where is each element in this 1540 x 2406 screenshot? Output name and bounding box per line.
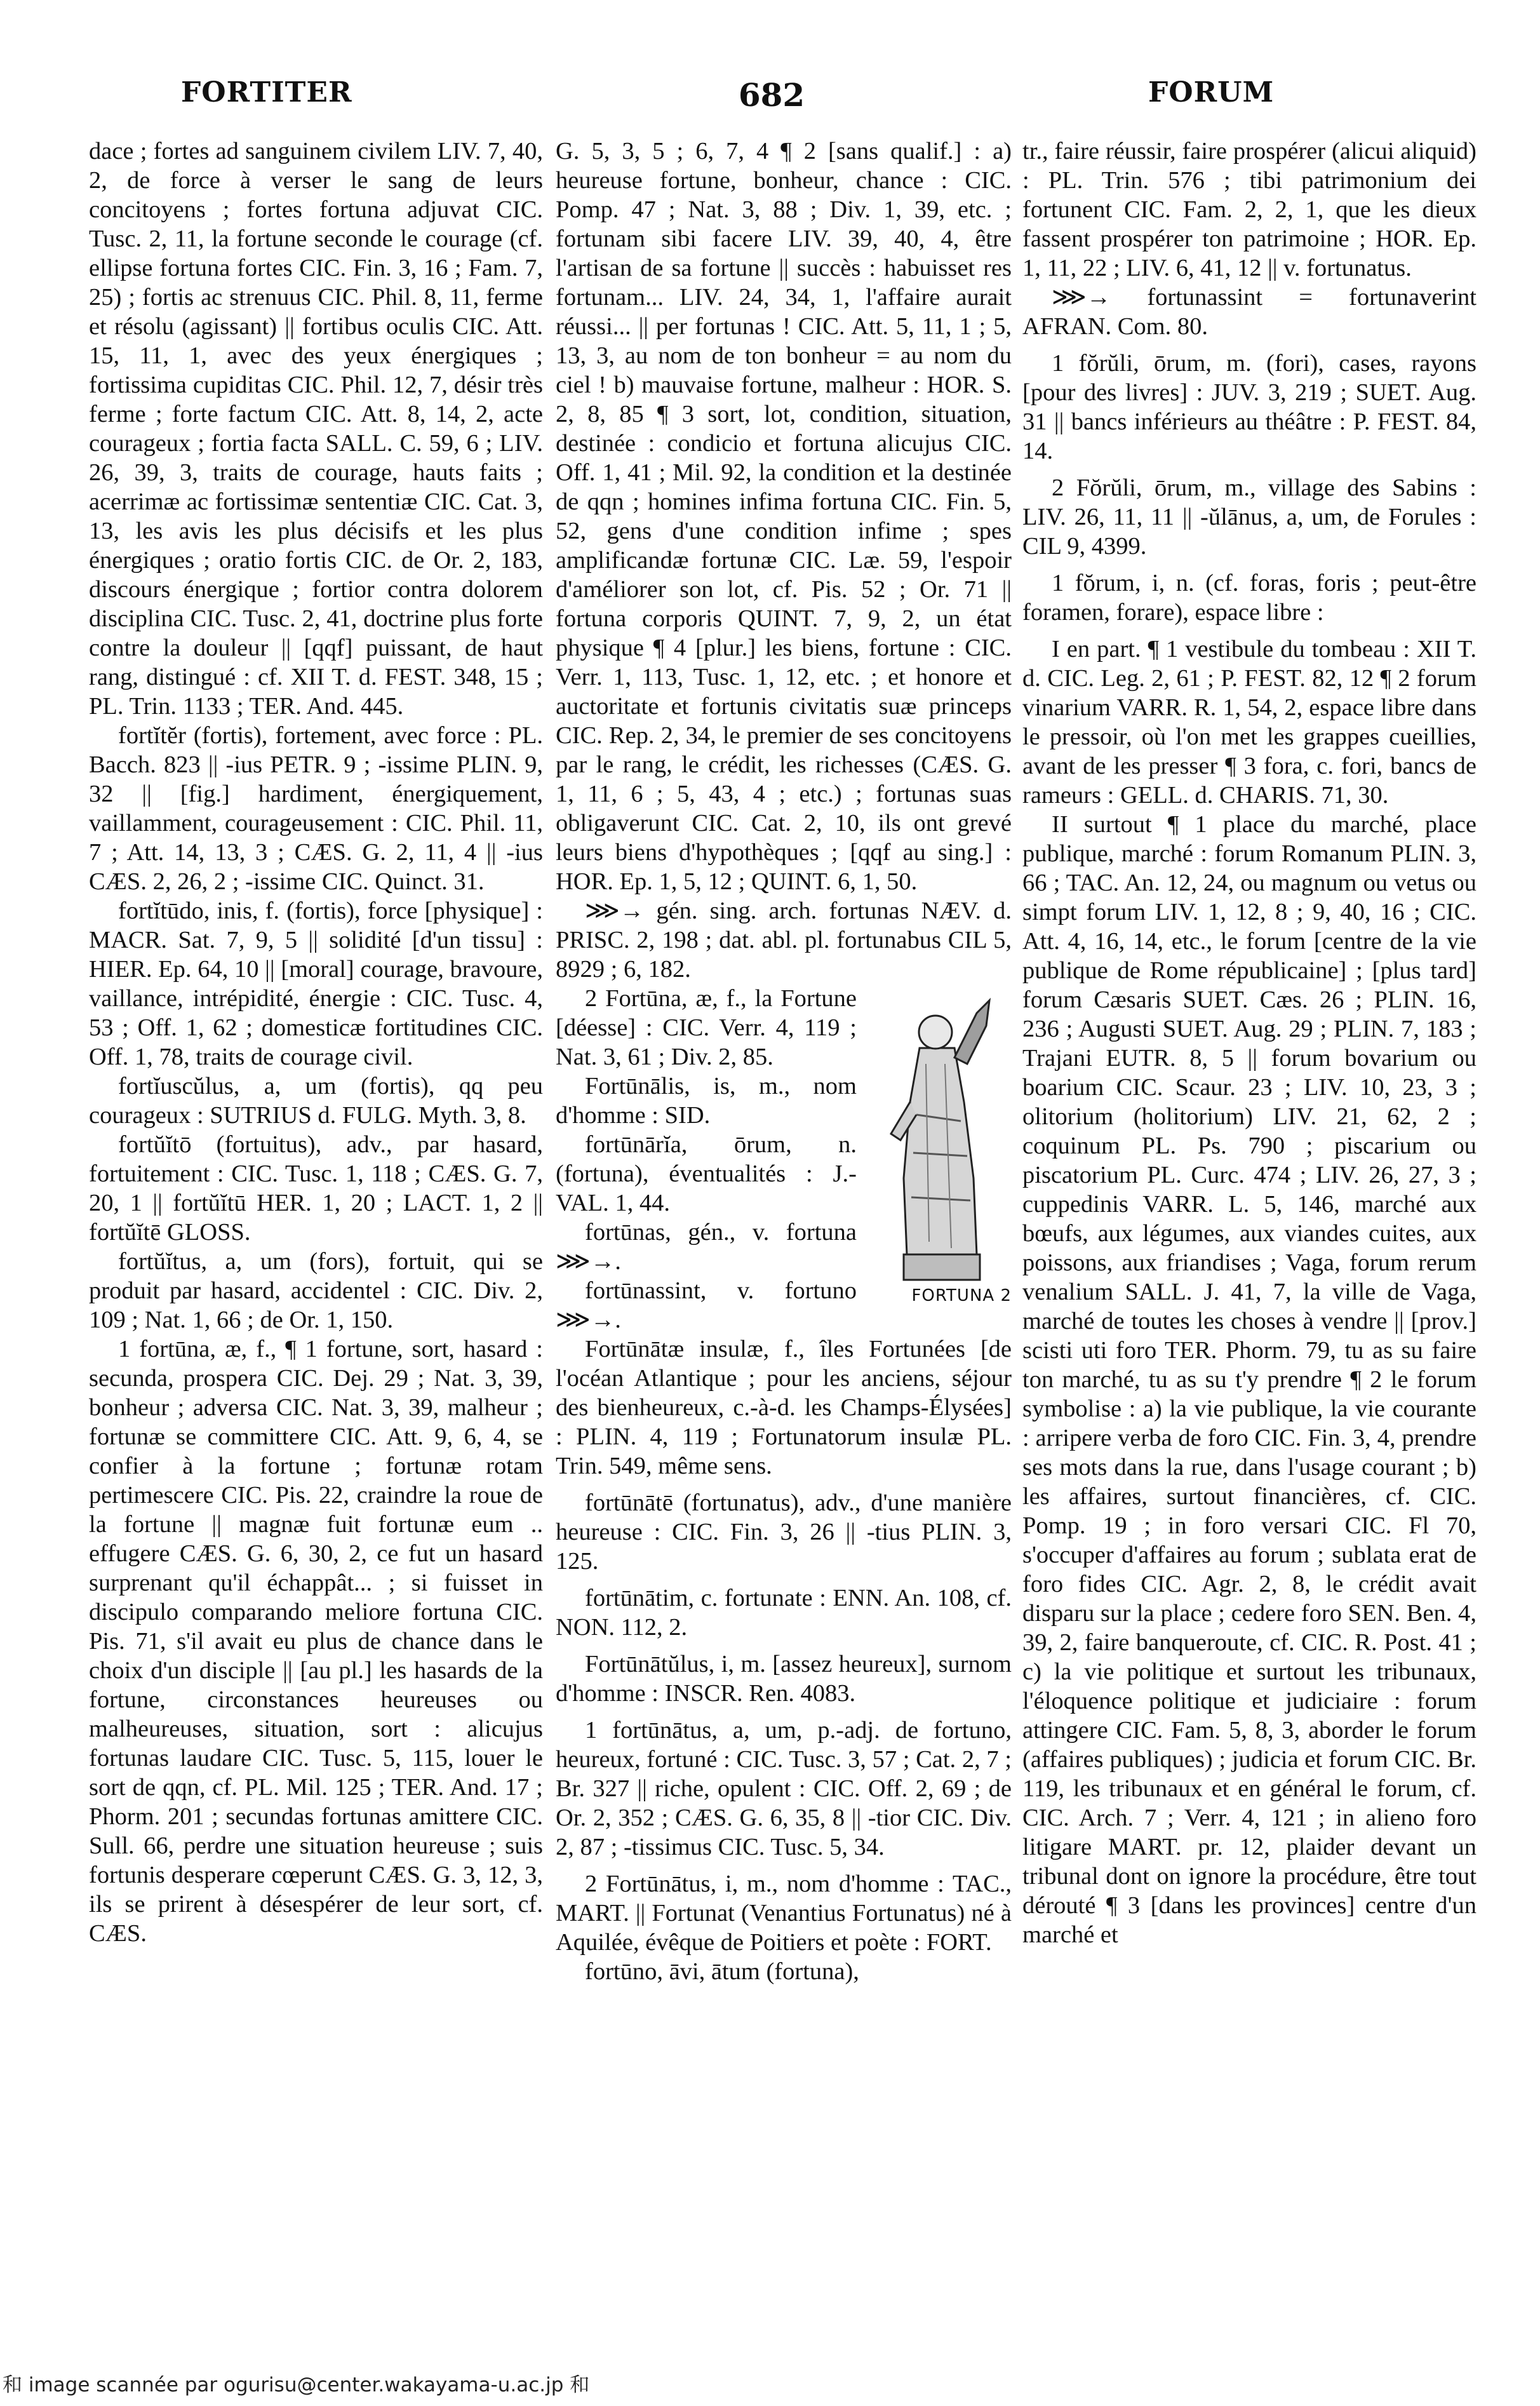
- entry-foruli-2: 2 Fŏrŭli, ōrum, m., village des Sabins : LIV. 26, 11, 11 || -ŭlānus, a, um, de Forules : CIL 9, 4399.: [1022, 474, 1476, 560]
- entry-fortunate: fortūnātē (fortunatus), adv., d'une manière heureuse : CIC. Fin. 3, 26 || -tius PLIN. 3, 125.: [556, 1489, 1012, 1575]
- entry-fortitudo: fortĭtūdo, inis, f. (fortis), force [physique] : MACR. Sat. 7, 9, 5 || solidité [d'un tissu] : HIER. Ep. 64, 10 || [moral] courage, bravoure, vaillance, intrépidité, énergie : CIC. Tusc. 4, 53 ; Off. 1, 62 ; domesticæ fortitudines CIC. Off. 1, 78, traits de courage civil.: [89, 897, 543, 1070]
- left-running-headword: FORTITER: [181, 76, 352, 109]
- fortuna-statue-illustration: [866, 988, 1012, 1305]
- entry-forum-section-i: I en part. ¶ 1 vestibule du tombeau : XII T. d. CIC. Leg. 2, 61 ; P. FEST. 82, 12 ¶ 2 forum vinarium VARR. R. 1, 54, 2, espace libre dans le pressoir, où l'on met les grappes cueillies, avant de les presser ¶ 3 fora, c. fori, bancs de rameurs : GELL. d. CHARIS. 71, 30.: [1022, 636, 1476, 809]
- column-middle: [556, 137, 1012, 2334]
- entry-forum-1: 1 fŏrum, i, n. (cf. foras, foris ; peut-être foramen, forare), espace libre :: [1022, 570, 1476, 626]
- entry-fortunatulus: Fortūnātŭlus, i, m. [assez heureux], surnom d'homme : INSCR. Ren. 4083.: [556, 1651, 1012, 1707]
- column-left: [89, 137, 543, 2334]
- entry-fortunatae-insulae: Fortūnātæ insulæ, f., îles Fortunées [de l'océan Atlantique ; pour les anciens, séjour des bienheureux, c.-à-d. les Champs-Élysées] : PLIN. 4, 119 ; Fortunatorum insulæ PL. Trin. 549, même sens.: [556, 1336, 1012, 1479]
- scan-credit: 和 image scannée par ogurisu@center.wakayama-u.ac.jp 和: [3, 2374, 590, 2396]
- entry-fortuna-1: 1 fortūna, æ, f., ¶ 1 fortune, sort, hasard : secunda, prospera CIC. Dej. 29 ; Nat. 3, 39, bonheur ; adversa CIC. Nat. 3, 39, malheur ; fortunæ se committere CIC. Att. 9, 6, 4, se confier à la fortune ; fortunæ rotam pertimescere CIC. Pis. 22, craindre la roue de la fortune || magnæ fuit fortunæ eum .. effugere CÆS. G. 6, 30, 2, ce fut un hasard surprenant qu'il échappât... ; si fuisset in discipulo comparando meliore fortuna CIC. Pis. 71, s'il avait eu plus de chance dans le choix d'un disciple || [au pl.] les hasards de la fortune, circonstances heureuses ou malheureuses, situation, sort : alicujus fortunas laudare CIC. Tusc. 5, 115, louer le sort de qqn, cf. PL. Mil. 125 ; TER. And. 17 ; Phorm. 201 ; secundas fortunas amittere CIC. Sull. 66, perdre une situation heureuse ; suis fortunis desperare cœperunt CÆS. G. 3, 12, 3, ils se prirent à désespérer de leur sort, cf. CÆS.: [89, 1336, 543, 1947]
- right-running-headword: FORUM: [1148, 76, 1275, 109]
- entry-fortunaria: fortūnārĭa, ōrum, n. (fortuna), éventualités : J.-VAL. 1, 44.: [556, 1131, 857, 1216]
- entry-fortunatus-2: 2 Fortūnātus, i, m., nom d'homme : TAC., MART. || Fortunat (Venantius Fortunatus) né à Aquilée, évêque de Poitiers et poète : FORT.: [556, 1871, 1012, 1956]
- entry-fortuna-2: 2 Fortūna, æ, f., la Fortune [déesse] : CIC. Verr. 4, 119 ; Nat. 3, 61 ; Div. 2, 85.: [556, 985, 857, 1070]
- page-footer: [0, 2366, 1540, 2398]
- page-number: 682: [738, 76, 805, 114]
- entry-fortuitus: fortŭĭtus, a, um (fors), fortuit, qui se produit par hasard, accidentel : CIC. Div. 2, 109 ; Nat. 1, 66 ; de Or. 1, 150.: [89, 1248, 543, 1333]
- entry-fortunatim: fortūnātim, c. fortunate : ENN. An. 108, cf. NON. 112, 2.: [556, 1585, 1012, 1641]
- entry-fortunatus-1: 1 fortūnātus, a, um, p.-adj. de fortuno, heureux, fortuné : CIC. Tusc. 3, 57 ; Cat. 2, 7 ; Br. 327 || riche, opulent : CIC. Off. 2, 69 ; de Or. 2, 352 ; CÆS. G. 6, 35, 8 || -tior CIC. Div. 2, 87 ; -tissimus CIC. Tusc. 5, 34.: [556, 1717, 1012, 1860]
- page-header: [0, 76, 1540, 127]
- entry-fortiter: fortĭtĕr (fortis), fortement, avec force : PL. Bacch. 823 || -ius PETR. 9 ; -issime PLIN. 9, 32 || [fig.] hardiment, énergiquement, vaillamment, courageusement : CIC. Phil. 11, 7 ; Att. 14, 13, 3 ; CÆS. G. 2, 11, 4 || -ius CÆS. 2, 26, 2 ; -issime CIC. Quinct. 31.: [89, 722, 543, 895]
- entry-forum-section-ii: II surtout ¶ 1 place du marché, place publique, marché : forum Romanum PLIN. 3, 66 ; TAC. An. 12, 24, ou magnum ou vetus ou simpt forum LIV. 1, 12, 8 ; 9, 40, 16 ; CIC. Att. 4, 16, 14, etc., le forum [centre de la vie publique de Rome républicaine] ; [plus tard] forum Cæsaris SUET. Cæs. 26 ; PLIN. 16, 236 ; Augusti SUET. Aug. 29 ; PLIN. 7, 183 ; Trajani EUTR. 8, 5 || forum bovarium ou boarium CIC. Scaur. 23 ; LIV. 10, 23, 3 ; olitorium (holitorium) LIV. 21, 62, 2 ; coquinum PL. Ps. 790 ; piscarium ou piscatorium PL. Curc. 474 ; LIV. 26, 27, 3 ; cuppedinis VARR. L. 5, 146, marché aux bœufs, aux légumes, aux viandes cuites, aux poissons, aux friandises ; Vaga, forum rerum venalium SALL. J. 41, 7, la ville de Vaga, marché de toutes les choses à vendre || [prov.] scisti uti foro TER. Phorm. 79, tu as su faire ton marché, tu as su t'y prendre ¶ 2 le forum symbolise : a) la vie publique, la vie courante : arripere verba de foro CIC. Fin. 3, 4, prendre ses mots dans la rue, dans l'usage courant ; b) les affaires, surtout financières, cf. CIC. Pomp. 19 ; in foro versari CIC. Fl 70, s'occuper d'affaires au forum ; sublata erat de foro fides CIC. Agr. 2, 8, le crédit avait disparu sur la place ; cedere foro SEN. Ben. 4, 39, 2, faire banqueroute, cf. CIC. R. Post. 41 ; c) la vie politique et surtout les tribunaux, l'éloquence politique et judiciaire : forum attingere CIC. Fam. 5, 8, 3, aborder le forum (affaires publiques) ; judicia et forum CIC. Br. 119, les tribunaux et en général le forum, cf. CIC. Arch. 7 ; Verr. 4, 121 ; in alieno foro litigare MART. pr. 12, plaider devant un tribunal dont on ignore la procédure, être tout dérouté ¶ 3 [dans les provinces] centre d'un marché et: [1022, 811, 1476, 1948]
- entry-fortiusculus: fortĭuscŭlus, a, um (fortis), qq peu courageux : SUTRIUS d. FULG. Myth. 3, 8.: [89, 1073, 543, 1129]
- entry-continuation: G. 5, 3, 5 ; 6, 7, 4 ¶ 2 [sans qualif.] : a) heureuse fortune, bonheur, chance : CIC. Pomp. 47 ; Nat. 3, 88 ; Div. 1, 39, etc. ; fortunam sibi facere LIV. 39, 40, 4, être l'artisan de sa fortune || succès : habuisset res fortunam... LIV. 24, 34, 1, l'affaire aurait réussi... || per fortunas ! CIC. Att. 5, 11, 1 ; 5, 13, 3, au nom de ton bonheur = au nom du ciel ! b) mauvaise fortune, malheur : HOR. S. 2, 8, 85 ¶ 3 sort, lot, condition, situation, destinée : condicio et fortuna alicujus CIC. Off. 1, 41 ; Mil. 92, la condition et la destinée de qqn ; homines infima fortuna CIC. Fin. 5, 52, gens d'une condition infime ; spes amplificandæ fortunæ CIC. Læ. 59, l'espoir d'améliorer son lot, cf. Pis. 52 ; Or. 71 || fortuna corporis QUINT. 7, 9, 2, un état physique ¶ 4 [plur.] les biens, fortune : CIC. Verr. 1, 113, Tusc. 1, 12, etc. ; et honore et auctoritate et fortunis civitatis suæ princeps CIC. Rep. 2, 34, le premier de ses concitoyens par le rang, le crédit, les richesses (CÆS. G. 1, 11, 6 ; 5, 43, 4 ; etc.) ; fortunas suas obligaverunt CIC. Cat. 2, 10, ils ont grevé leurs biens d'hypothèques ; [qqf au sing.] : HOR. Ep. 1, 5, 12 ; QUINT. 6, 1, 50.: [556, 138, 1012, 895]
- entry-fortunassint: fortūnassint, v. fortuno ⋙→.: [556, 1277, 857, 1333]
- entry-fortuno: fortūno, āvi, ātum (fortuna),: [585, 1958, 859, 1985]
- entry-fortunalis: Fortūnālis, is, m., nom d'homme : SID.: [556, 1073, 857, 1129]
- statue-drawing: [866, 988, 1012, 1286]
- entry-note: ⋙→ gén. sing. arch. fortunas NÆV. d. PRISC. 2, 198 ; dat. abl. pl. fortunabus CIL 5, 8929 ; 6, 182.: [556, 897, 1012, 983]
- entry-continuation: tr., faire réussir, faire prospérer (alicui aliquid) : PL. Trin. 576 ; tibi patrimonium dei fortunent CIC. Fam. 2, 2, 1, que les dieux fassent prospérer ton patrimoine ; HOR. Ep. 1, 11, 22 ; LIV. 6, 41, 12 || v. fortunatus.: [1022, 138, 1476, 281]
- figure-caption: FORTUNA 2: [911, 1286, 1012, 1305]
- entry-fortuito: fortŭĭtō (fortuitus), adv., par hasard, fortuitement : CIC. Tusc. 1, 118 ; CÆS. G. 7, 20, 1 || fortŭĭtū HER. 1, 20 ; LACT. 1, 2 || fortŭĭtē GLOSS.: [89, 1131, 543, 1246]
- entry-note: ⋙→ fortunassint = fortunaverint AFRAN. Com. 80.: [1022, 284, 1476, 340]
- entry-continuation: dace ; fortes ad sanguinem civilem LIV. 7, 40, 2, de force à verser le sang de leurs concitoyens ; fortes fortuna adjuvat CIC. Tusc. 2, 11, la fortune seconde le courage (cf. ellipse fortuna fortes CIC. Fin. 3, 16 ; Fam. 7, 25) ; fortis ac strenuus CIC. Phil. 8, 11, ferme et résolu (agissant) || fortibus oculis CIC. Att. 15, 11, 1, avec des yeux énergiques ; fortissima cupiditas CIC. Phil. 12, 7, désir très ferme ; forte factum CIC. Att. 8, 14, 2, acte courageux ; fortia facta SALL. C. 59, 6 ; LIV. 26, 39, 3, traits de courage, hauts faits ; acerrimæ ac fortissimæ sententiæ CIC. Cat. 3, 13, les avis les plus décisifs et les plus énergiques ; oratio fortis CIC. de Or. 2, 183, discours énergique ; fortior contra dolorem disciplina CIC. Tusc. 2, 41, doctrine plus forte contre la douleur || [qqf] puissant, de haut rang, distingué : cf. XII T. d. FEST. 348, 15 ; PL. Trin. 1133 ; TER. And. 445.: [89, 138, 543, 720]
- column-right: [1022, 137, 1476, 2334]
- entry-fortunas: fortūnas, gén., v. fortuna ⋙→.: [556, 1219, 857, 1275]
- entry-foruli-1: 1 fŏrŭli, ōrum, m. (fori), cases, rayons [pour des livres] : JUV. 3, 219 ; SUET. Aug. 31 || bancs inférieurs au théâtre : P. FEST. 84, 14.: [1022, 350, 1476, 464]
